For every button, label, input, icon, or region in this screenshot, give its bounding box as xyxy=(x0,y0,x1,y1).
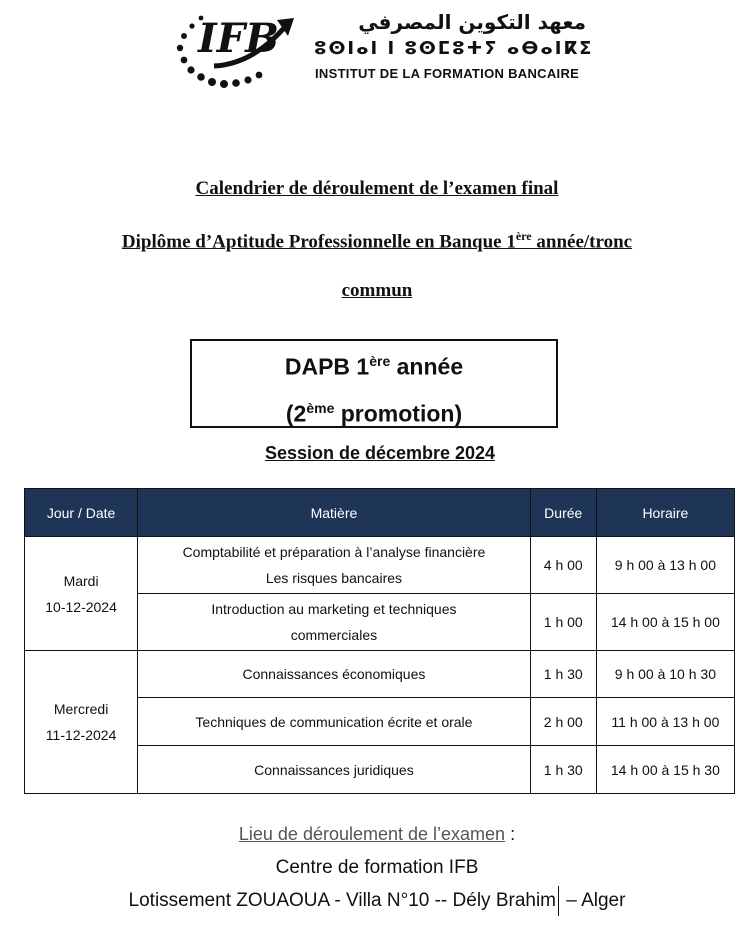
subject-cell: Connaissances juridiques xyxy=(138,746,531,794)
document-subtitle-cont: commun xyxy=(341,280,413,301)
arabic-name: معهد التكوين المصرفي xyxy=(358,10,586,34)
location-label: Lieu de déroulement de l’examen xyxy=(238,824,506,844)
ifb-logo-mark xyxy=(174,6,298,90)
logo-wordmark: IFB xyxy=(198,15,279,62)
institute-name: INSTITUT DE LA FORMATION BANCAIRE xyxy=(315,66,580,81)
table-row xyxy=(25,651,735,698)
hours-cell: 9 h 00 à 10 h 30 xyxy=(596,651,734,698)
hours-cell: 9 h 00 à 13 h 00 xyxy=(596,537,734,594)
table-header-row xyxy=(25,489,735,537)
subject-cell: Connaissances économiques xyxy=(138,651,531,698)
subject-cell: Comptabilité et préparation à l’analyse financière Les risques bancaires xyxy=(138,537,531,594)
hours-cell: 14 h 00 à 15 h 00 xyxy=(596,594,734,651)
duration-cell: 1 h 30 xyxy=(530,746,596,794)
duration-cell: 1 h 30 xyxy=(530,651,596,698)
location-center: Centre de formation IFB xyxy=(275,857,479,878)
exam-schedule-table xyxy=(24,488,735,794)
subject-cell: Techniques de communication écrite et orale xyxy=(138,698,531,746)
day-cell: Mercredi 11-12-2024 xyxy=(25,651,138,794)
duration-cell: 1 h 00 xyxy=(530,594,596,651)
day-cell: Mardi 10-12-2024 xyxy=(25,537,138,651)
hours-cell: 14 h 00 à 15 h 30 xyxy=(596,746,734,794)
text-cursor xyxy=(558,886,559,916)
program-box xyxy=(190,339,558,428)
ifb-logo xyxy=(174,6,594,92)
program-name: DAPB 1ère année xyxy=(284,353,464,380)
tifinagh-name: ⵓⵙⵏⴰⵏ ⵏ ⵓⵙⵎⵓⵜⵢ ⴰⴱⴰⵏⴽⵉ xyxy=(314,38,594,59)
header-day: Jour / Date xyxy=(25,489,138,537)
header-hours: Horaire xyxy=(596,489,734,537)
table-row xyxy=(25,537,735,594)
promotion-label: (2ème promotion) xyxy=(285,399,463,427)
hours-cell: 11 h 00 à 13 h 00 xyxy=(596,698,734,746)
session-title: Session de décembre 2024 xyxy=(264,443,496,463)
header-duration: Durée xyxy=(530,489,596,537)
document-title: Calendrier de déroulement de l’examen final xyxy=(195,178,559,199)
location-address: Lotissement ZOUAOUA - Villa N°10 -- Dély Brahim – Alger xyxy=(0,886,754,916)
document-subtitle: Diplôme d’Aptitude Professionnelle en Banque 1ère année/tronc xyxy=(121,229,633,253)
duration-cell: 4 h 00 xyxy=(530,537,596,594)
location-heading: Lieu de déroulement de l’examen : xyxy=(238,824,516,844)
duration-cell: 2 h 00 xyxy=(530,698,596,746)
subject-cell: Introduction au marketing et techniques commerciales xyxy=(138,594,531,651)
header-subject: Matière xyxy=(138,489,531,537)
